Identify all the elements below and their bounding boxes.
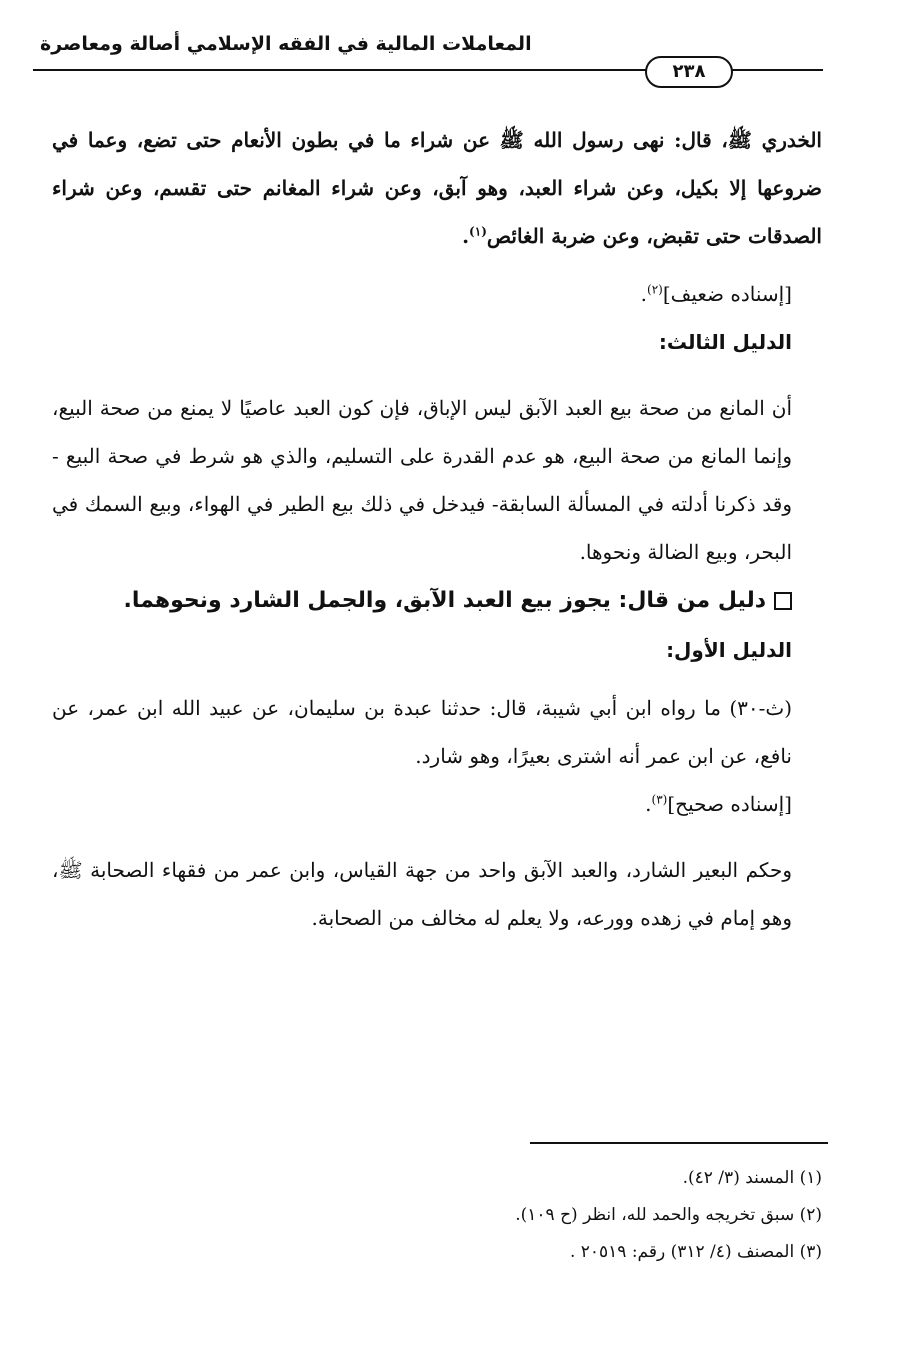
running-title: المعاملات المالية في الفقه الإسلامي أصالة ومعاصرة [40,33,532,55]
analogy-paragraph: وحكم البعير الشارد، والعبد الآبق واحد من جهة القياس، وابن عمر من فقهاء الصحابة ﷺ، وهو إمام في زهده وورعه، ولا يعلم له مخالف من الصحابة. [52,858,792,930]
heading-first-evidence: الدليل الأول: [666,638,792,662]
grade-authentic-text: [إسناده صحيح] [667,792,792,816]
argument-paragraph: أن المانع من صحة بيع العبد الآبق ليس الإباق، فإن كون العبد عاصيًا لا يمنع من صحة البيع، وإنما المانع من صحة البيع، هو عدم القدرة على التسليم، والذي هو شرط في صحة البيع - وقد ذكرنا أدلته في المسألة السابقة- فيدخل في ذلك بيع الطير في الهواء، وبيع السمك في البحر، وبيع الضالة ونحوها. [52,396,792,564]
grade-authentic-end: . [645,792,652,816]
footnote-1: (١) المسند (٣/ ٤٢). [682,1168,822,1188]
grade-authentic [52,780,822,828]
footnote-separator [530,1142,828,1144]
main-text [52,116,822,942]
hadith-paragraph [52,116,822,260]
page-number: ٢٣٨ [645,56,733,88]
hadith-text: الخدري ﷺ، قال: نهى رسول الله ﷺ عن شراء ما في بطون الأنعام حتى تضع، وعما في ضروعها إلا بكيل، وعن شراء العبد، وهو آبق، وعن شراء المغانم حتى تقسم، وعن شراء الصدقات حتى تقبض، وعن ضربة الغائص [52,128,822,248]
footnote-2: (٢) سبق تخريجه والحمد لله، انظر (ح ١٠٩). [515,1205,822,1225]
grade-weak-end: . [640,282,647,306]
athar-paragraph: (ث-٣٠) ما رواه ابن أبي شيبة، قال: حدثنا عبدة بن سليمان، عن عبيد الله ابن عمر، عن نافع، عن ابن عمر أنه اشترى بعيرًا، وهو شارد. [52,696,792,768]
grade-weak-text: [إسناده ضعيف] [662,282,792,306]
square-bullet-icon [774,592,792,610]
footnotes [52,1160,822,1271]
section-heading [52,576,822,626]
hadith-end: . [462,224,470,248]
footnote-ref-2: (٢) [647,282,663,297]
footnote-ref-3: (٣) [651,792,668,807]
grade-weak [52,270,822,318]
heading-third-evidence: الدليل الثالث: [658,330,792,354]
footnote-3: (٣) المصنف (٤/ ٣١٢) رقم: ٢٠٥١٩ . [569,1242,822,1262]
section-heading-text: دليل من قال: يجوز بيع العبد الآبق، والجمل الشارد ونحوهما. [123,588,766,613]
footnote-ref-1: (١) [469,224,487,239]
